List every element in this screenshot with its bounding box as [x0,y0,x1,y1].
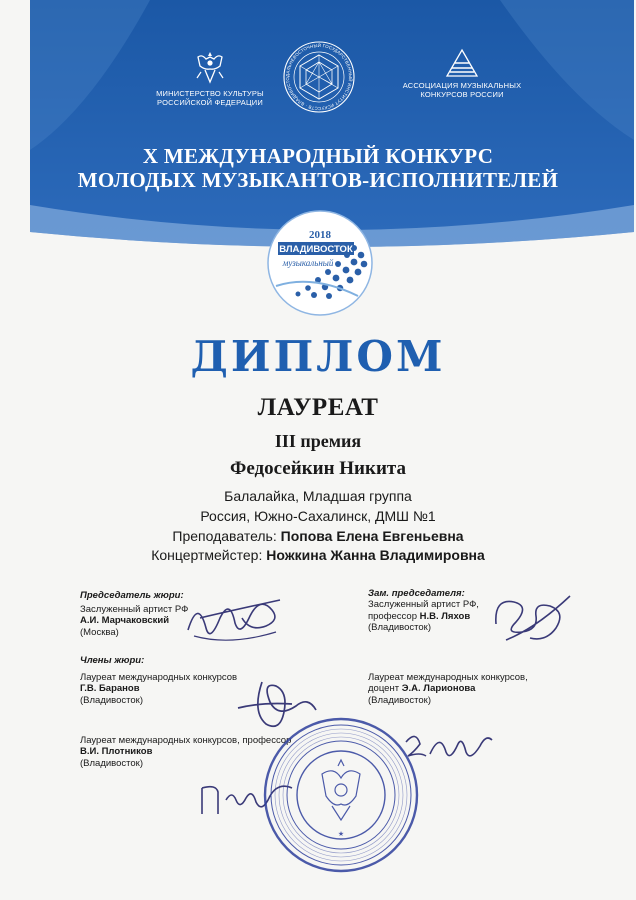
contest-title-line2: МОЛОДЫХ МУЗЫКАНТОВ-ИСПОЛНИТЕЛЕЙ [77,168,559,192]
m2-title1: Лауреат международных конкурсов, [368,672,528,683]
vice-title2: профессор [368,610,420,622]
double-headed-eagle-icon [193,48,227,86]
institute-emblem [282,40,356,114]
ministry-name: МИНИСТЕРСТВО КУЛЬТУРЫ РОССИЙСКОЙ ФЕДЕРАЦИИ [156,89,264,107]
jury-member-baranov [80,672,237,706]
diploma-heading: ДИПЛОМ [190,332,446,381]
ministry-block [150,48,270,107]
jury-member-larionova [368,672,528,706]
chair-title: Заслуженный артист РФ [80,604,189,615]
association-name: АССОЦИАЦИЯ МУЗЫКАЛЬНЫХ КОНКУРСОВ РОССИИ [402,81,522,99]
m2-title-line2 [368,683,528,694]
m3-name: В.И. Плотников [80,746,153,758]
contest-title-line1: X МЕЖДУНАРОДНЫЙ КОНКУРС [142,144,494,168]
chair-city: (Москва) [80,626,119,638]
chair-role: Председатель жюри: [80,590,184,601]
m2-name: Э.А. Ларионова [401,683,476,695]
logo-year: 2018 [309,229,331,241]
chair-name: А.И. Марчаковский [80,615,170,627]
m1-title: Лауреат международных конкурсов [80,672,238,683]
teacher-label: Преподаватель: [172,528,281,544]
jury-chair [80,604,188,638]
m2-title2: доцент [368,683,402,695]
jury-vice-chair [368,588,479,634]
m1-city: (Владивосток) [80,694,143,706]
vice-role: Зам. председателя: [368,588,465,599]
vice-name: Н.В. Ляхов [419,610,471,622]
accompanist-line [0,547,636,563]
m3-title: Лауреат международных конкурсов, профессор [80,735,292,746]
m2-city: (Владивосток) [368,694,431,706]
accompanist-name: Ножкина Жанна Владимировна [266,547,485,563]
signature-vice-chair [486,588,576,650]
association-pyramid-icon [445,48,479,78]
accompanist-label: Концертмейстер: [151,547,267,563]
svg-text:★: ★ [337,831,345,838]
teacher-line [0,528,636,544]
teacher-name: Попова Елена Евгеньевна [280,528,464,544]
vladivostok-logo [258,208,382,318]
prize-degree: III премия [274,431,362,451]
recipient-location: Россия, Южно-Сахалинск, ДМШ №1 [200,508,436,524]
institute-ring-text: ДАЛЬНЕВОСТОЧНЫЙ ГОСУДАРСТВЕННЫЙ ИНСТИТУТ ИСКУССТВ · ВЛАДИВОСТО [284,42,354,112]
official-seal-stamp [262,716,420,874]
jury-member-plotnikov [80,735,291,769]
members-role: Члены жюри: [80,655,145,666]
logo-tagline: музыкальный [282,258,334,268]
m3-city: (Владивосток) [80,757,143,769]
vice-title-line2 [368,611,479,622]
m1-name: Г.В. Баранов [80,683,140,695]
recipient-name: Федосейкин Никита [230,458,406,479]
association-block [402,48,522,99]
signature-chair [180,588,290,648]
laureate-title: ЛАУРЕАТ [257,394,379,421]
vice-title1: Заслуженный артист РФ, [368,599,479,611]
logo-city: ВЛАДИВОСТОК [279,244,353,255]
vice-city: (Владивосток) [368,622,431,634]
instrument-group: Балалайка, Младшая группа [224,488,412,504]
